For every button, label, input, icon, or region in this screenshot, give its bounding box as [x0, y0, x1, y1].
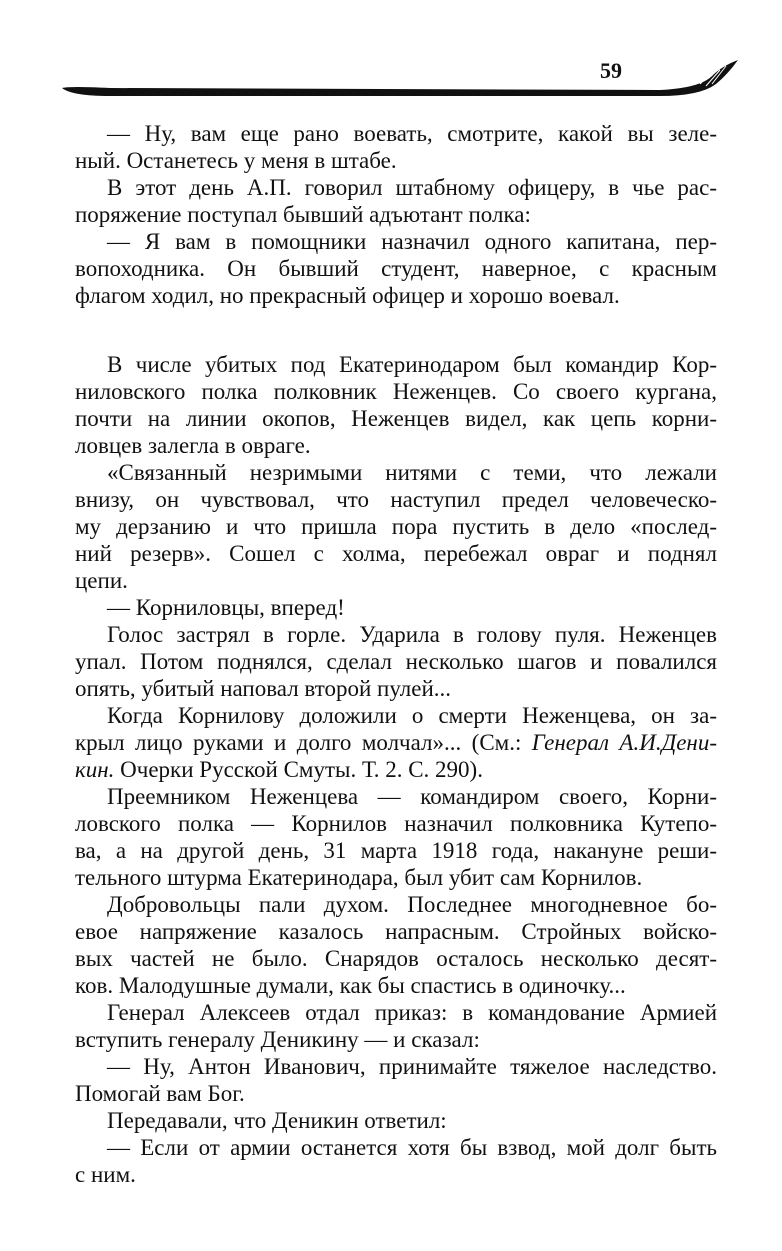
text-line: тельного штурма Екатеринодара, был убит сам Корнилов. [75, 865, 643, 890]
paragraph [75, 594, 717, 621]
text-line: В этот день А.П. говорил штабному офицеру, в чье рас- [107, 175, 717, 200]
paragraph [75, 891, 717, 999]
paragraph [75, 1134, 717, 1188]
text-line: вых частей не было. Снарядов осталось несколько десят- [75, 946, 717, 971]
text-line: «Связанный незримыми нитями с теми, что лежали [107, 460, 717, 485]
text-line: упал. Потом поднялся, сделал несколько шагов и повалился [75, 649, 717, 674]
text-line: почти на линии окопов, Неженцев видел, как цепь корни- [75, 406, 717, 431]
text-line: — Корниловцы, вперед! [107, 595, 345, 620]
paragraph [75, 351, 717, 459]
text-line: Преемником Неженцева — командиром своего, Корни- [107, 784, 717, 809]
paragraph [75, 174, 717, 228]
text-line: Передавали, что Деникин ответил: [107, 1108, 447, 1133]
text-line: вопоходника. Он бывший студент, наверное, с красным [75, 256, 717, 281]
paragraph [75, 228, 717, 309]
text-line: ний резерв». Сошел с холма, перебежал овраг и поднял [75, 541, 717, 566]
text-line: ниловского полка полковник Неженцев. Со своего кургана, [75, 379, 717, 404]
text-line: ков. Малодушные думали, как бы спастись в одиночку... [75, 973, 626, 998]
text-line: ный. Останетесь у меня в штабе. [75, 148, 397, 173]
text-line: ловцев залегла в овраге. [75, 433, 311, 458]
text-line: — Если от армии останется хотя бы взвод, мой долг быть [107, 1135, 717, 1160]
paragraph [75, 459, 717, 594]
text-line: Когда Корнилову доложили о смерти Неженцева, он за- [107, 703, 717, 728]
header-rule-flourish [0, 0, 782, 110]
text-line: — Ну, Антон Иванович, принимайте тяжелое наследство. [107, 1054, 717, 1079]
text-line: ва, а на другой день, 31 марта 1918 года, накануне реши- [75, 838, 717, 863]
text-line: евое напряжение казалось напрасным. Стройных войско- [75, 919, 717, 944]
page-number: 59 [600, 58, 622, 83]
text-line: с ним. [75, 1162, 136, 1187]
text-line: крыл лицо руками и долго молчал»... (См.: Генерал А.И.Дени- [75, 730, 717, 755]
paragraph [75, 621, 717, 702]
text-line: — Я вам в помощники назначил одного капитана, пер- [107, 229, 717, 254]
paragraph [75, 999, 717, 1053]
text-line: Генерал Алексеев отдал приказ: в командование Армией [107, 1000, 717, 1025]
paragraph [75, 1107, 717, 1134]
text-line: вступить генералу Деникину — и сказал: [75, 1027, 480, 1052]
paragraph [75, 120, 717, 174]
text-line: му дерзанию и что пришла пора пустить в дело «послед- [75, 514, 717, 539]
text-line: опять, убитый наповал второй пулей... [75, 676, 452, 701]
paragraph [75, 1053, 717, 1107]
text-line: флагом ходил, но прекрасный офицер и хорошо воевал. [75, 283, 620, 308]
text-line: В числе убитых под Екатеринодаром был командир Кор- [107, 352, 717, 377]
text-line: Помогай вам Бог. [75, 1081, 245, 1106]
text-line: Голос застрял в горле. Ударила в голову пуля. Неженцев [107, 622, 717, 647]
paragraph [75, 783, 717, 891]
text-line: цепи. [75, 568, 128, 593]
text-line: кин. Очерки Русской Смуты. Т. 2. С. 290). [75, 757, 483, 782]
text-section-2 [75, 351, 717, 1188]
text-line: Добровольцы пали духом. Последнее многодневное бо- [107, 892, 717, 917]
text-line: внизу, он чувствовал, что наступил предел человеческо- [75, 487, 717, 512]
paragraph [75, 702, 717, 783]
page-header [0, 0, 782, 110]
text-line: — Ну, вам еще рано воевать, смотрите, какой вы зеле- [107, 121, 717, 146]
text-line: ловского полка — Корнилов назначил полковника Кутепо- [75, 811, 717, 836]
text-line: поряжение поступал бывший адъютант полка: [75, 202, 531, 227]
text-section-1 [75, 120, 717, 309]
